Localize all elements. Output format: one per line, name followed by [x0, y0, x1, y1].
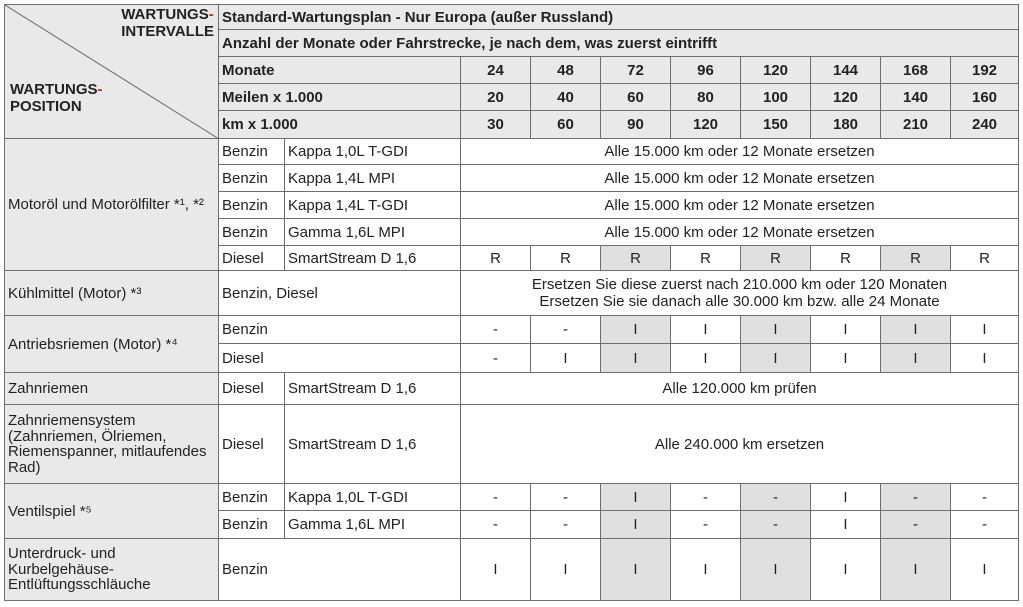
months-label: Monate — [219, 57, 461, 84]
fuel-cell: Benzin — [219, 484, 285, 511]
fuel-cell: Benzin, Diesel — [219, 271, 461, 316]
fuel-cell: Diesel — [219, 405, 285, 484]
km-value: 210 — [881, 111, 951, 139]
item-coolant-position: Kühlmittel (Motor) *³ — [5, 271, 219, 316]
engine-cell: Kappa 1,4L MPI — [285, 165, 461, 192]
interval-cell: I — [531, 539, 601, 601]
interval-cell: I — [811, 344, 881, 373]
interval-cell: - — [671, 511, 741, 539]
oil-note: Alle 15.000 km oder 12 Monate ersetzen — [461, 165, 1019, 192]
interval-cell: - — [881, 511, 951, 539]
interval-cell: I — [671, 344, 741, 373]
interval-cell: - — [461, 511, 531, 539]
months-value: 120 — [741, 57, 811, 84]
engine-cell: SmartStream D 1,6 — [285, 405, 461, 484]
km-value: 120 — [671, 111, 741, 139]
interval-cell: I — [811, 484, 881, 511]
interval-cell: I — [671, 539, 741, 601]
table-row — [5, 271, 1019, 316]
km-value: 60 — [531, 111, 601, 139]
position-header: WARTUNGS- POSITION — [10, 81, 103, 115]
interval-cell: I — [811, 511, 881, 539]
plan-subtitle: Anzahl der Monate oder Fahrstrecke, je nach dem, was zuerst eintrifft — [219, 30, 1019, 57]
interval-cell: R — [671, 246, 741, 271]
interval-cell: - — [531, 511, 601, 539]
interval-cell: - — [741, 511, 811, 539]
fuel-cell: Benzin — [219, 539, 461, 601]
km-value: 30 — [461, 111, 531, 139]
months-value: 168 — [881, 57, 951, 84]
months-value: 144 — [811, 57, 881, 84]
km-value: 90 — [601, 111, 671, 139]
engine-cell: SmartStream D 1,6 — [285, 373, 461, 405]
interval-cell: I — [741, 344, 811, 373]
table-row — [5, 405, 1019, 484]
interval-cell: I — [741, 316, 811, 344]
months-value: 72 — [601, 57, 671, 84]
interval-cell: I — [601, 344, 671, 373]
engine-cell: Gamma 1,6L MPI — [285, 511, 461, 539]
km-value: 180 — [811, 111, 881, 139]
plan-title: Standard-Wartungsplan - Nur Europa (außer Russland) — [219, 5, 1019, 30]
interval-cell: I — [741, 539, 811, 601]
table-row — [5, 139, 1019, 165]
header-corner-cell — [5, 5, 219, 139]
miles-value: 20 — [461, 84, 531, 111]
interval-cell: - — [461, 316, 531, 344]
engine-cell: SmartStream D 1,6 — [285, 246, 461, 271]
months-value: 96 — [671, 57, 741, 84]
interval-cell: I — [951, 344, 1019, 373]
fuel-cell: Diesel — [219, 373, 285, 405]
interval-cell: - — [881, 484, 951, 511]
interval-cell: R — [461, 246, 531, 271]
interval-cell: I — [531, 344, 601, 373]
interval-cell: I — [671, 316, 741, 344]
interval-cell: I — [601, 539, 671, 601]
interval-cell: R — [951, 246, 1019, 271]
timing-belt-note: Alle 120.000 km prüfen — [461, 373, 1019, 405]
engine-cell: Gamma 1,6L MPI — [285, 219, 461, 246]
fuel-cell: Benzin — [219, 165, 285, 192]
km-label: km x 1.000 — [219, 111, 461, 139]
miles-value: 160 — [951, 84, 1019, 111]
timing-system-note: Alle 240.000 km ersetzen — [461, 405, 1019, 484]
item-oil-position: Motoröl und Motorölfilter *¹, *² — [5, 139, 219, 271]
interval-cell: R — [741, 246, 811, 271]
interval-cell: - — [671, 484, 741, 511]
miles-value: 40 — [531, 84, 601, 111]
interval-cell: I — [951, 316, 1019, 344]
item-timing-system-position: Zahnriemensystem (Zahnriemen, Ölriemen, Riemenspanner, mitlaufendes Rad) — [5, 405, 219, 484]
table-row — [5, 373, 1019, 405]
coolant-note-line1: Ersetzen Sie diese zuerst nach 210.000 km oder 120 Monaten — [531, 276, 948, 293]
fuel-cell: Benzin — [219, 511, 285, 539]
interval-cell: - — [951, 484, 1019, 511]
interval-cell: R — [881, 246, 951, 271]
interval-cell: R — [811, 246, 881, 271]
intervals-header: WARTUNGS- INTERVALLE — [121, 6, 214, 40]
item-valve-position: Ventilspiel *⁵ — [5, 484, 219, 539]
fuel-cell: Benzin — [219, 316, 461, 344]
interval-cell: - — [461, 344, 531, 373]
fuel-cell: Benzin — [219, 219, 285, 246]
fuel-cell: Benzin — [219, 192, 285, 219]
oil-note: Alle 15.000 km oder 12 Monate ersetzen — [461, 192, 1019, 219]
coolant-note-line2: Ersetzen Sie sie danach alle 30.000 km bzw. alle 24 Monate — [539, 293, 940, 310]
fuel-cell: Diesel — [219, 246, 285, 271]
miles-value: 140 — [881, 84, 951, 111]
miles-label: Meilen x 1.000 — [219, 84, 461, 111]
interval-cell: - — [741, 484, 811, 511]
interval-cell: I — [881, 316, 951, 344]
interval-cell: - — [461, 484, 531, 511]
maintenance-schedule-table — [4, 4, 1019, 601]
interval-cell: I — [881, 344, 951, 373]
interval-cell: - — [531, 316, 601, 344]
interval-cell: R — [531, 246, 601, 271]
months-value: 192 — [951, 57, 1019, 84]
oil-note: Alle 15.000 km oder 12 Monate ersetzen — [461, 139, 1019, 165]
engine-cell: Kappa 1,0L T-GDI — [285, 484, 461, 511]
table-row — [5, 539, 1019, 601]
table-row — [5, 316, 1019, 344]
coolant-note — [461, 271, 1019, 316]
interval-cell: I — [601, 316, 671, 344]
interval-cell: - — [951, 511, 1019, 539]
interval-cell: R — [601, 246, 671, 271]
miles-value: 80 — [671, 84, 741, 111]
oil-note: Alle 15.000 km oder 12 Monate ersetzen — [461, 219, 1019, 246]
months-value: 24 — [461, 57, 531, 84]
miles-value: 100 — [741, 84, 811, 111]
interval-cell: I — [461, 539, 531, 601]
interval-cell: I — [811, 539, 881, 601]
km-value: 240 — [951, 111, 1019, 139]
interval-cell: I — [811, 316, 881, 344]
engine-cell: Kappa 1,0L T-GDI — [285, 139, 461, 165]
interval-cell: I — [601, 511, 671, 539]
km-value: 150 — [741, 111, 811, 139]
interval-cell: I — [601, 484, 671, 511]
months-value: 48 — [531, 57, 601, 84]
interval-cell: - — [531, 484, 601, 511]
item-belt-position: Antriebsriemen (Motor) *⁴ — [5, 316, 219, 373]
fuel-cell: Benzin — [219, 139, 285, 165]
item-hoses-position: Unterdruck- und Kurbelgehäuse-Entlüftungsschläuche — [5, 539, 219, 601]
miles-value: 60 — [601, 84, 671, 111]
table-row — [5, 484, 1019, 511]
miles-value: 120 — [811, 84, 881, 111]
engine-cell: Kappa 1,4L T-GDI — [285, 192, 461, 219]
item-timing-belt-position: Zahnriemen — [5, 373, 219, 405]
interval-cell: I — [951, 539, 1019, 601]
interval-cell: I — [881, 539, 951, 601]
fuel-cell: Diesel — [219, 344, 461, 373]
